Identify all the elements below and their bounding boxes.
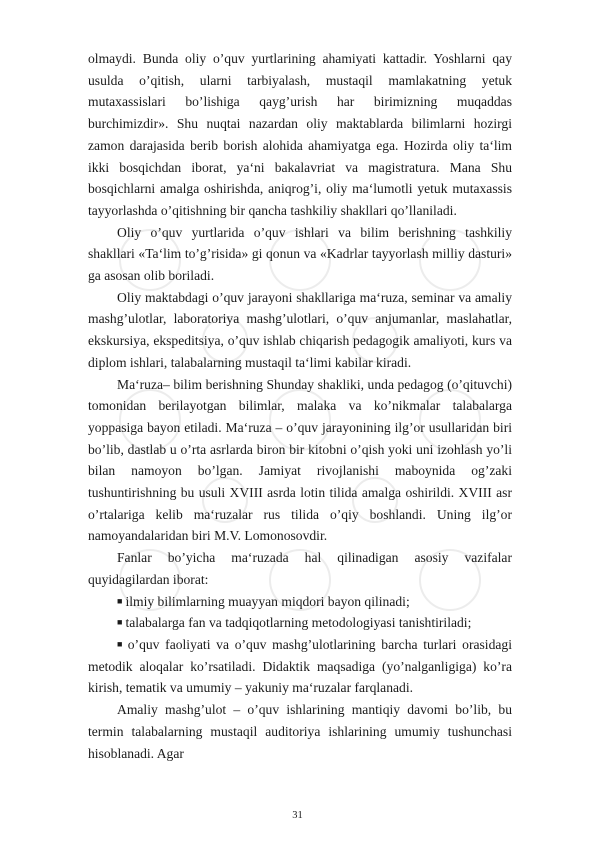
page-number: 31 [292,810,303,821]
bullet-square-icon: ■ [117,617,123,628]
list-item [88,634,512,699]
list-item-text: ilmiy bilimlarning muayyan miqdori bayon qilinadi; [125,593,410,609]
list-item-text: talabalarga fan va tadqiqotlarning metodologiyasi tanishtiriladi; [125,615,472,631]
list-item [88,612,512,634]
bullet-square-icon: ■ [117,638,125,649]
list-item-text: o’quv faoliyati va o’quv mashg’ulotlarining barcha turlari orasidagi metodik aloqalar ko’rsatiladi. Didaktik maqsadiga (yo’nalganligiga) ko’ra kirish, tematik va umumiy – yakuniy ma‘ruzalar farqlanadi. [88,636,512,696]
paragraph-1: olmaydi. Bunda oliy o’quv yurtlarining ahamiyati kattadir. Yoshlarni qay usulda o’qitish, ularni tarbiyalash, mustaqil mamlakatning yetuk mutaxassislari bo’lishiga qayg’urish har birimizning muqaddas burchimizdir». Shu nuqtai nazardan oliy maktablarda bilimlarni hozirgi zamon darajasida berib borish alohida ahamiyatga ega. Hozirda oliy ta‘lim ikki bosqichdan iborat, ya‘ni bakalavriat va magistratura. Mana Shu bosqichlarni amalga oshirishda, aniqrog’i, oliy ma‘lumotli yetuk mutaxassis tayyorlashda o’qitishning bir qancha tashkiliy shakllari qo’llaniladi. [88,51,512,218]
paragraph-3: Oliy maktabdagi o’quv jarayoni shakllariga ma‘ruza, seminar va amaliy mashg’ulotlar, laboratoriya mashg’ulotlari, o’quv anjumanlar, maslahatlar, ekskursiya, ekspeditsiya, o’quv ishlab chiqarish pedagogik amaliyoti, kurs va diplom ishlari, talabalarning mustaqil ta‘limi kabilar kiradi. [88,289,512,370]
body-text [88,48,512,764]
bullet-square-icon: ■ [117,595,123,606]
paragraph-4: Ma‘ruza– bilim berishning Shunday shakliki, unda pedagog (o’qituvchi) tomonidan berilayotgan bilimlar, malaka va ko’nikmalar talabalarga yoppasiga bayon etiladi. Ma‘ruza – o’quv jarayonining ilg’or usullaridan biri bo’lib, dastlab u o’rta asrlarda biron bir kitobni o’qish yoki uni izohlash yo’li bilan namoyon bo’lgan. Jamiyat rivojlanishi maboynida og’zaki tushuntirishning bu usuli XVIII asrda lotin tilida amalga oshirildi. XVIII asr o’rtalariga kelib ma‘ruzalar rus tilida o’qiy boshlandi. Uning ilg’or namoyandalaridan biri M.V. Lomonosovdir. [88,376,512,544]
list-item [88,591,512,613]
paragraph-closing: Amaliy mashg’ulot – o’quv ishlarining mantiqiy davomi bo’lib, bu termin talabalarning mustaqil auditoriya ishlarining umumiy tushunchasi hisoblanadi. Agar [88,702,512,761]
paragraph-2: Oliy o’quv yurtlarida o’quv ishlari va bilim berishning tashkiliy shakllari «Ta‘lim to’g’risida» gi qonun va «Kadrlar tayyorlash milliy dasturi» ga asosan olib boriladi. [88,224,512,284]
paragraph-5: Fanlar bo’yicha ma‘ruzada hal qilinadigan asosiy vazifalar quyidagilardan iborat: [88,550,512,587]
